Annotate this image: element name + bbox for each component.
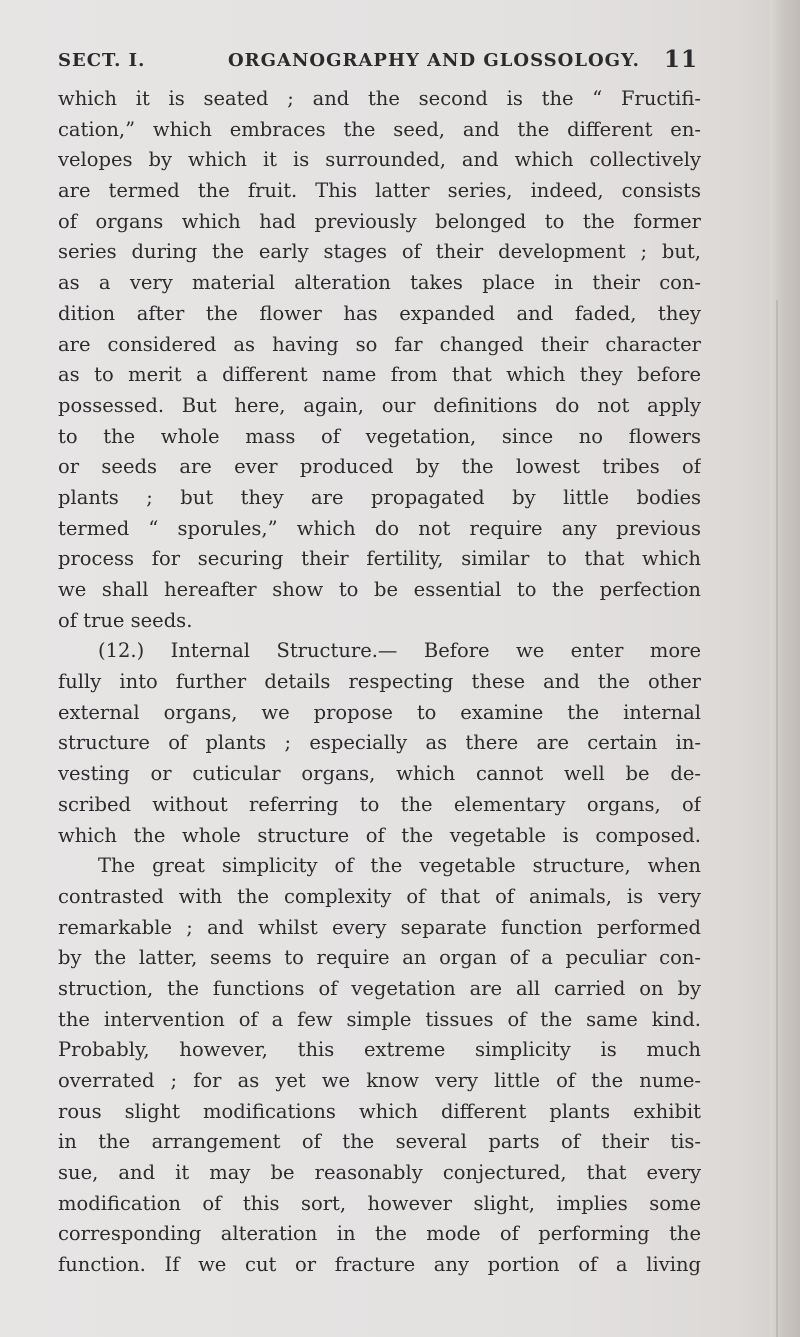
text-line: series during the early stages of their development ; but, xyxy=(58,240,701,264)
text-line: as to merit a different name from that which they before xyxy=(58,363,701,387)
text-line: corresponding alteration in the mode of performing the xyxy=(58,1222,701,1246)
text-line: struction, the functions of vegetation are all carried on by xyxy=(58,976,701,1000)
text-line: which it is seated ; and the second is the “ Fructifi- xyxy=(58,87,701,110)
text-line: which the whole structure of the vegetable is composed. xyxy=(58,823,701,847)
text-line: The great simplicity of the vegetable structure, when xyxy=(98,854,701,878)
text-line: velopes by which it is surrounded, and which collectively xyxy=(58,148,701,172)
text-line: rous slight modifications which different plants exhibit xyxy=(58,1099,701,1123)
text-line: remarkable ; and whilst every separate function performed xyxy=(58,915,701,939)
text-line: cation,” which embraces the seed, and the different en- xyxy=(58,117,701,141)
text-line: Probably, however, this extreme simplicity is much xyxy=(58,1038,701,1062)
text-line: modification of this sort, however slight, implies some xyxy=(58,1191,701,1215)
text-line: are termed the fruit. This latter series, indeed, consists xyxy=(58,179,701,203)
section-label: SECT. I. xyxy=(58,50,146,71)
text-line: or seeds are ever produced by the lowest tribes of xyxy=(58,455,701,479)
text-line: dition after the flower has expanded and faded, they xyxy=(58,301,701,325)
text-line: fully into further details respecting these and the other xyxy=(58,670,701,694)
text-line: possessed. But here, again, our definitions do not apply xyxy=(58,393,701,417)
text-line: to the whole mass of vegetation, since no flowers xyxy=(58,424,701,448)
text-line: function. If we cut or fracture any portion of a living xyxy=(58,1253,701,1277)
text-line: sue, and it may be reasonably conjectured, that every xyxy=(58,1161,701,1185)
text-line: we shall hereafter show to be essential to the perfection xyxy=(58,578,701,601)
text-line: in the arrangement of the several parts of their tis- xyxy=(58,1130,701,1154)
text-line: external organs, we propose to examine the internal xyxy=(58,700,701,724)
section-heading-line: (12.) Internal Structure.— Before we enter more xyxy=(98,639,701,663)
text-line: vesting or cuticular organs, which cannot well be de- xyxy=(58,762,701,786)
text-line: as a very material alteration takes place in their con- xyxy=(58,271,701,295)
text-line: plants ; but they are propagated by little bodies xyxy=(58,485,701,509)
running-header xyxy=(58,46,698,80)
text-line: of organs which had previously belonged to the former xyxy=(58,209,701,233)
text-line: of true seeds. xyxy=(58,608,193,632)
text-line: by the latter, seems to require an organ of a peculiar con- xyxy=(58,946,701,970)
text-line: contrasted with the complexity of that of animals, is very xyxy=(58,884,701,908)
text-line: overrated ; for as yet we know very little of the nume- xyxy=(58,1069,701,1092)
text-line: process for securing their fertility, similar to that which xyxy=(58,547,701,571)
text-line: structure of plants ; especially as there are certain in- xyxy=(58,731,701,755)
text-line: termed “ sporules,” which do not require any previous xyxy=(58,516,701,540)
page-edge-shadow xyxy=(776,300,778,1337)
page-number: 11 xyxy=(663,46,698,73)
text-line: are considered as having so far changed their character xyxy=(58,332,701,356)
text-line: scribed without referring to the elementary organs, of xyxy=(58,792,701,816)
body-text xyxy=(58,84,701,1281)
page-edge xyxy=(770,0,800,1337)
text-line: the intervention of a few simple tissues of the same kind. xyxy=(58,1007,701,1031)
running-title: ORGANOGRAPHY AND GLOSSOLOGY. xyxy=(228,50,640,71)
